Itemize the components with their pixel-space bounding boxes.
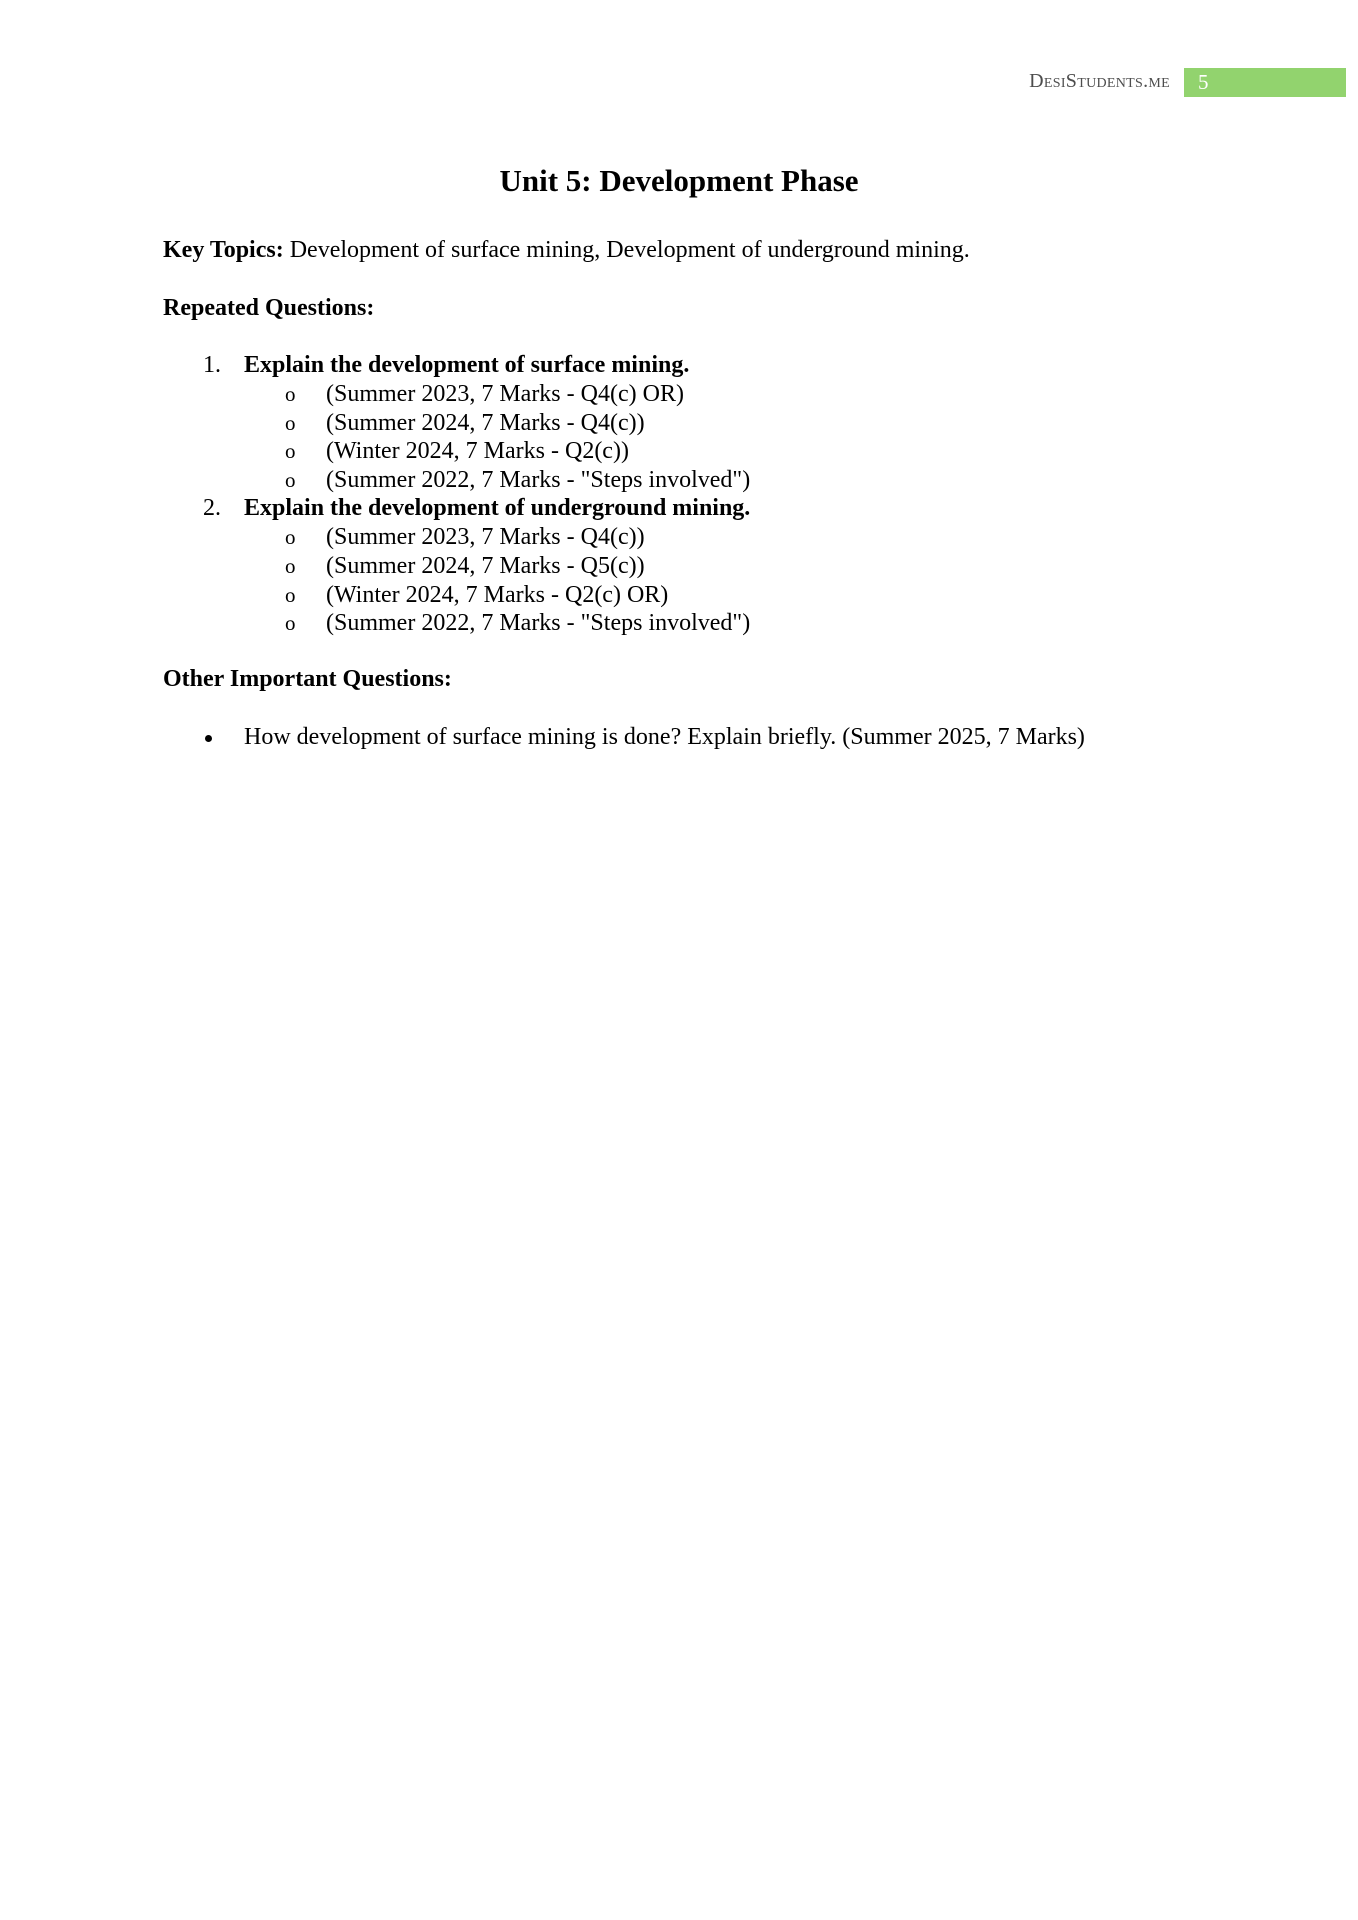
question-item	[0, 351, 1358, 494]
occurrence-item	[0, 380, 1358, 409]
occurrence-item	[0, 409, 1358, 438]
occurrence-text: (Summer 2022, 7 Marks - "Steps involved")	[326, 610, 751, 637]
occurrence-text: (Summer 2023, 7 Marks - Q4(c))	[326, 524, 645, 551]
question-number: 1.	[203, 352, 221, 378]
repeated-questions-heading: Repeated Questions:	[163, 295, 375, 321]
occurrence-text: (Winter 2024, 7 Marks - Q2(c) OR)	[326, 581, 669, 608]
sub-bullet-marker: o	[285, 525, 296, 550]
key-topics-label: Key Topics:	[163, 237, 284, 263]
question-text: Explain the development of underground mining.	[244, 495, 751, 522]
sub-bullet-marker: o	[285, 611, 296, 636]
occurrence-text: (Summer 2023, 7 Marks - Q4(c) OR)	[326, 381, 684, 407]
occurrence-item	[0, 523, 1358, 552]
sub-bullet-marker: o	[285, 553, 296, 578]
occurrence-item	[0, 581, 1358, 610]
sub-bullet-marker: o	[285, 382, 296, 406]
site-name: DesiStudents.me	[1029, 70, 1170, 92]
key-topics-text: Development of surface mining, Development of underground mining.	[283, 237, 970, 263]
repeated-questions-list	[0, 351, 1358, 638]
sub-bullet-marker: o	[285, 410, 296, 435]
key-topics-line	[163, 236, 970, 265]
other-questions-list	[0, 723, 1358, 752]
occurrence-text: (Summer 2024, 7 Marks - Q4(c))	[326, 409, 645, 436]
page-number-badge: 5	[1184, 68, 1346, 97]
occurrence-text: (Winter 2024, 7 Marks - Q2(c))	[326, 438, 629, 465]
occurrence-item	[0, 466, 1358, 495]
sub-bullet-marker: o	[285, 467, 296, 492]
occurrence-text: (Summer 2022, 7 Marks - "Steps involved")	[326, 466, 751, 493]
bullet-icon	[205, 735, 212, 742]
occurrence-item	[0, 437, 1358, 466]
occurrence-item	[0, 552, 1358, 581]
question-number: 2.	[203, 495, 221, 522]
question-item	[0, 494, 1358, 637]
other-question-text: How development of surface mining is done? Explain briefly. (Summer 2025, 7 Marks)	[244, 724, 1085, 750]
occurrence-text: (Summer 2024, 7 Marks - Q5(c))	[326, 552, 645, 579]
occurrence-item	[0, 609, 1358, 638]
sub-bullet-marker: o	[285, 582, 296, 607]
other-questions-heading: Other Important Questions:	[163, 666, 452, 692]
page-title: Unit 5: Development Phase	[499, 163, 859, 198]
question-text: Explain the development of surface mining.	[244, 352, 690, 378]
sub-bullet-marker: o	[285, 439, 296, 464]
list-item	[0, 723, 1358, 752]
